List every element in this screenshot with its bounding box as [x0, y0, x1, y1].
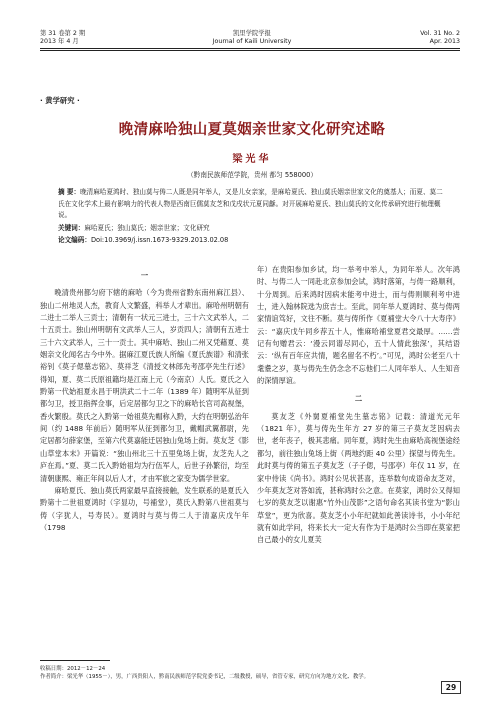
issue-date: 2013 年 4 月	[40, 38, 79, 45]
keywords	[58, 223, 448, 235]
abstract-label: 摘 要：	[58, 188, 81, 196]
section-label: · 黄学研究 ·	[40, 96, 80, 105]
section-number: 一	[140, 271, 149, 280]
paragraph: 年）在贵阳参加乡试，均一举考中举人，为同年举人。次年鸿时、与俦二人一同赴北京参加会试，鸿时落第，与俦一路顺利，十分周到。后来鸿时因病未能考中进士，而与俦则顺利考中进士，进入翰林院选为庶吉士。至此，同年举人夏鸿时、莫与俦两家情谊笃好，文往不断。莫与俦所作《夏補堂大令八十大寿序》云：“嘉庆戊午同乡荐五十人，惟麻哈補堂夏君交最厚。……尝记有句赠君云：‘漫云同谱尽同心，五十人情此独深’，其结语云：‘纵有百年应共情，题名留名不朽’。”可见，鸿时公老至八十耄耋之岁，莫与俦先生仍念念不忘他们二人同年举人、人生知音的深情厚谊。	[257, 265, 460, 386]
section-number: 二	[354, 394, 363, 404]
received-date: 收稿日期：2012－12－24	[40, 666, 106, 672]
paragraph: 莫友芝《外舅夏補堂先生墓志铭》记载：清道光元年（1821 年），莫与俦先生年方 27 岁的第三子莫友芝因病去世，老年丧子，极其悲痛。同年夏，鸿时先生由麻哈高视堡途经都匀，前往独山兔场上街（两地约距 40 公里）探望与俦先生。此时莫与俦的第五子莫友芝（子子偲，号邵亭）年仅 11 岁，在家中侍读《尚书》。鸿时公见状甚喜，连举数句成语命友芝对，少年莫友芝对答如流，甚称鸿时公之意。在莫家，鸿时公又得知七岁的莫友芝以谢惠“竹外山茂影”之语句命名其读书堂为“影山草堂”，更为欣喜。莫友芝小小年纪就如此善读诗书，小小年纪就有如此学问，将来长大一定大有作为于是鸿时公当即在莫家把自己最小的女儿夏芙	[257, 411, 460, 545]
journal-name-english: Journal of Kaili University	[212, 38, 292, 45]
header-rule-top	[40, 48, 460, 49]
author-bio: 作者简介：梁光华（1955－），男，广西贵阳人，黔南民族师范学院党委书记，二级教授，硕导，省管专家，研究方向为地方文化、教学。	[40, 674, 370, 680]
volume-issue: 第 31 卷第 2 期	[40, 30, 86, 37]
doi	[58, 235, 448, 247]
page-number: 29	[441, 681, 461, 694]
author-affiliation: （黔南民族师范学院，贵州 都匀 558000）	[186, 171, 318, 179]
footnote	[40, 665, 460, 681]
footnote-rule	[40, 660, 110, 661]
paragraph: 麻哈夏氏、独山莫氏两家最早直接接触，发生联系的是夏氏入黔第十二世祖夏鸿时（字显功，号補堂），莫氏入黔第八世祖莫与俦（字犹人，号寿民）。夏鸿时与莫与俦二人于清嘉庆戊午年（1798	[40, 485, 249, 532]
abstract	[58, 187, 448, 222]
paragraph: 晚清贵州都匀府下辖的麻哈（今为贵州省黔东南州麻江县）、独山二州地灵人杰，教育人文繁盛，科举人才辈出。麻哈州明朝有二进士二举人三贡士；清朝有一状元三进士，三十六文武举人，二十五贡士。独山州明朝有文武举人三人，岁贡四人；清朝有五进士三十六文武举人，三十一贡士。其中麻哈、独山二州又凭藉夏、莫姻亲文化闻名古今中外。据麻江夏氏族人所编《夏氏族谱》和清张裕钊《莫子偲墓志铭》、莫祥芝《清授文林郎先考邵亭先生行述》得知，夏、莫二氏原祖籍均是江南上元（今南京）人氏。夏氏之入黔第一代始祖夏永昌于明洪武二十二年（1389 年）随明军从征到都匀卫，授卫指挥佥事，后定居都匀卫之下的麻哈长官司高视堡，香火繁殷。莫氏之入黔第一始祖莫先帽称入黔，大约在明朝弘治年间（约 1488 年前后）随明军从征到都匀卫，戴帽武翼都尉，先定居都匀薛家堡，至第六代莫嘉能迁居独山兔场上街。莫友芝《影山草堂本末》开篇说：“独山州北三十五里兔场上街，友芝先人之庐在焉。”夏、莫二氏入黔始祖均为行伍军人，后世子孙繁衍，均至清朝康熙、雍正年间以后人才，才由军旅之家变为儒学世家。	[40, 288, 249, 483]
keywords-text: 麻哈夏氏；独山莫氏；姻亲世家；文化研究	[84, 224, 210, 232]
body-column-right	[257, 264, 460, 547]
abstract-text: 晚清麻哈夏鸿时、独山莫与俦二人既是同年举人，又是儿女亲家，是麻哈夏氏、独山莫氏姻亲世家文化的奠基人；而夏、莫二氏在文化学术上最有影响力的代表人物是西南巨儒莫友芝和戊戌状元夏同龢。对开展麻哈夏氏、独山莫氏的文化传承研究进行梳理概说。	[58, 188, 443, 220]
journal-issue-info-english	[420, 30, 460, 46]
article-title: 晚清麻哈独山夏莫姻亲世家文化研究述略	[118, 122, 386, 138]
issue-date-english: Apr. 2013	[429, 38, 460, 45]
doi-label: 论文编码：	[58, 236, 91, 244]
doi-text: Doi:10.3969/j.issn.1673-9329.2013.02.08	[90, 236, 229, 244]
author-name: 梁光华	[232, 154, 272, 165]
volume-issue-english: Vol. 31 No. 2	[420, 30, 460, 37]
body-column-left	[40, 264, 249, 534]
journal-name-chinese: 凯里学院学报	[233, 30, 271, 37]
header-rule-bottom	[40, 50, 460, 51]
keywords-label: 关键词：	[58, 224, 85, 232]
